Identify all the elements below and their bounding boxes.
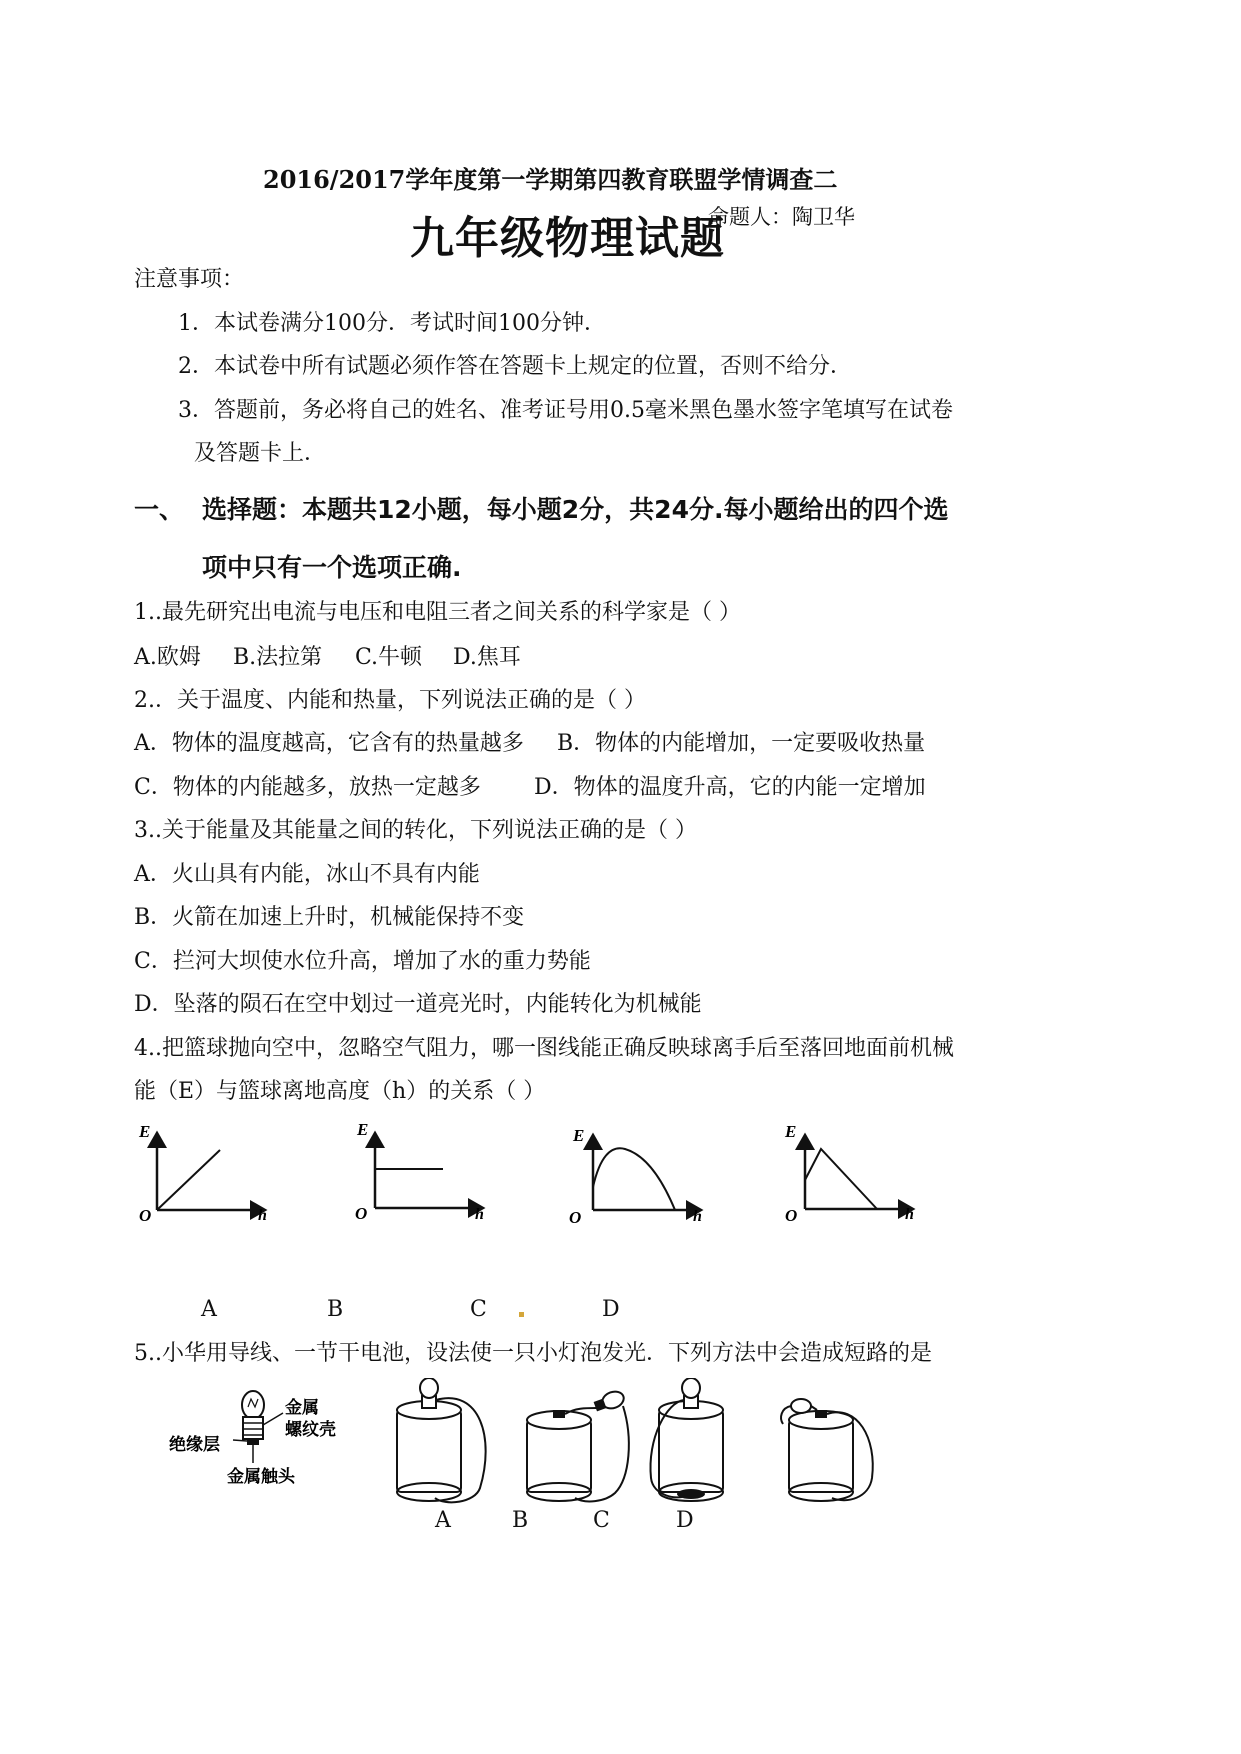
bulb-diagram xyxy=(165,1385,355,1495)
section-heading: 项中只有一个选项正确. xyxy=(202,553,462,582)
circuit-c xyxy=(650,1378,723,1501)
option: D．坠落的陨石在空中划过一道亮光时，内能转化为机械能 xyxy=(134,992,702,1017)
circuit-label: D xyxy=(676,1508,694,1533)
circuit-label: C xyxy=(593,1508,610,1533)
bulb-label: 金属触头 xyxy=(227,1467,295,1486)
origin-label: O xyxy=(569,1208,582,1227)
graph-label: A xyxy=(201,1297,217,1322)
origin-label: O xyxy=(785,1206,798,1225)
bulb-label: 金属 xyxy=(285,1398,319,1417)
question-stem: 2.．关于温度、内能和热量，下列说法正确的是（ ） xyxy=(134,688,646,713)
bulb-label: 绝缘层 xyxy=(169,1435,220,1454)
origin-label: O xyxy=(139,1206,152,1225)
exam-subtitle: 2016/2017学年度第一学期第四教育联盟学情调查二 xyxy=(263,165,838,194)
graph-label: C xyxy=(470,1297,487,1322)
graph-c xyxy=(569,1126,702,1227)
option: C．拦河大坝使水位升高，增加了水的重力势能 xyxy=(134,949,591,974)
option: A.欧姆 xyxy=(134,645,201,670)
option: D.焦耳 xyxy=(453,645,521,670)
circuit-label: B xyxy=(512,1508,529,1533)
battery-circuits xyxy=(385,1378,905,1513)
axis-label-x: h xyxy=(693,1208,702,1225)
notice-item: 及答题卡上． xyxy=(194,441,327,466)
question-stem: 3..关于能量及其能量之间的转化，下列说法正确的是（ ） xyxy=(134,818,697,843)
section-number: 一、 xyxy=(134,495,185,524)
axis-label-x: h xyxy=(905,1206,914,1223)
option: A．火山具有内能，冰山不具有内能 xyxy=(134,862,480,887)
notice-item: 3．答题前，务必将自己的姓名、准考证号用0.5毫米黑色墨水签字笔填写在试卷 xyxy=(178,398,953,423)
option: A．物体的温度越高，它含有的热量越多 xyxy=(134,731,524,756)
option: B．火箭在加速上升时，机械能保持不变 xyxy=(134,905,525,930)
graph-label: D xyxy=(602,1297,620,1322)
question-stem: 能（E）与篮球离地高度（h）的关系（ ） xyxy=(134,1079,546,1104)
energy-height-graphs xyxy=(125,1115,925,1235)
circuit-b xyxy=(527,1389,629,1502)
graph-d xyxy=(784,1122,914,1225)
axis-label-y: E xyxy=(785,1122,797,1141)
notice-heading: 注意事项： xyxy=(134,267,245,292)
question-stem: 5..小华用导线、一节干电池，设法使一只小灯泡发光．下列方法中会造成短路的是 xyxy=(134,1341,932,1366)
origin-label: O xyxy=(355,1204,368,1223)
circuit-a xyxy=(397,1378,486,1502)
question-stem: 4..把篮球抛向空中，忽略空气阻力，哪一图线能正确反映球离手后至落回地面前机械 xyxy=(134,1036,954,1061)
circuit-d xyxy=(781,1399,873,1501)
option: D．物体的温度升高，它的内能一定增加 xyxy=(534,775,926,800)
axis-label-x: h xyxy=(258,1207,267,1224)
axis-label-y: E xyxy=(357,1120,369,1139)
circuit-label: A xyxy=(435,1508,451,1533)
option: C．物体的内能越多，放热一定越多 xyxy=(134,775,481,800)
section-heading: 选择题：本题共12小题，每小题2分，共24分.每小题给出的四个选 xyxy=(202,495,949,524)
bulb-label: 螺纹壳 xyxy=(285,1420,336,1439)
notice-item: 1．本试卷满分100分．考试时间100分钟． xyxy=(178,311,606,336)
axis-label-y: E xyxy=(139,1122,151,1141)
graph-b xyxy=(355,1120,484,1223)
question-stem: 1..最先研究出电流与电压和电阻三者之间关系的科学家是（ ） xyxy=(134,600,741,625)
option: C.牛顿 xyxy=(355,645,423,670)
author: 命题人：陶卫华 xyxy=(708,205,855,229)
graph-a xyxy=(138,1122,267,1225)
option: B．物体的内能增加，一定要吸收热量 xyxy=(557,731,926,756)
graph-label: B xyxy=(327,1297,344,1322)
exam-title: 九年级物理试题 xyxy=(410,213,725,264)
option: B.法拉第 xyxy=(233,645,323,670)
stray-mark xyxy=(519,1312,524,1317)
axis-label-y: E xyxy=(573,1126,585,1145)
axis-label-x: h xyxy=(475,1206,484,1223)
notice-item: 2．本试卷中所有试题必须作答在答题卡上规定的位置，否则不给分． xyxy=(178,354,852,379)
